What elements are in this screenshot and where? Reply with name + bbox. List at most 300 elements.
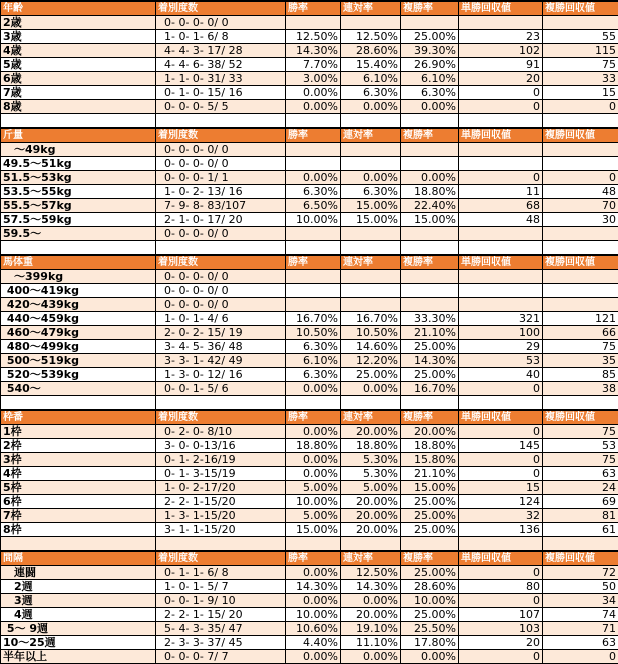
- row-value: 25.00%: [401, 566, 459, 580]
- row-value: 25.00%: [401, 495, 459, 509]
- row-value: 3.00%: [286, 72, 341, 86]
- row-value: 15.00%: [401, 213, 459, 227]
- row-value: 11.10%: [341, 636, 401, 650]
- row-value: 107: [459, 608, 543, 622]
- row-value: 70: [543, 199, 618, 213]
- row-value: 10.00%: [401, 594, 459, 608]
- row-value: 1- 0- 1- 5/ 7: [156, 580, 286, 594]
- table-row: [1, 326, 618, 340]
- empty-cell: [156, 537, 286, 552]
- row-value: 6.50%: [286, 199, 341, 213]
- row-value: 17.80%: [401, 636, 459, 650]
- empty-cell: [1, 396, 156, 411]
- row-label: 2歳: [1, 16, 156, 30]
- row-label: 2週: [1, 580, 156, 594]
- section-header: [1, 551, 618, 566]
- column-header: 着別度数: [156, 410, 286, 425]
- row-value: 14.30%: [341, 580, 401, 594]
- row-value: 28.60%: [341, 44, 401, 58]
- row-value: 102: [459, 44, 543, 58]
- empty-cell: [341, 114, 401, 129]
- row-value: 10.00%: [286, 213, 341, 227]
- row-value: 10.60%: [286, 622, 341, 636]
- section-title: 斤量: [1, 128, 156, 143]
- row-value: 40: [459, 368, 543, 382]
- row-label: 55.5～57kg: [1, 199, 156, 213]
- row-label: 3週: [1, 594, 156, 608]
- row-value: 0.00%: [341, 100, 401, 114]
- row-value: 0- 0- 0- 0/ 0: [156, 270, 286, 284]
- row-value: [459, 298, 543, 312]
- row-value: [286, 227, 341, 241]
- row-value: 7.70%: [286, 58, 341, 72]
- table-row: [1, 199, 618, 213]
- row-value: 2- 0- 2- 15/ 19: [156, 326, 286, 340]
- row-value: 30: [543, 213, 618, 227]
- row-label: 7歳: [1, 86, 156, 100]
- row-value: 20.00%: [341, 523, 401, 537]
- row-value: 28.60%: [401, 580, 459, 594]
- row-value: 10.00%: [286, 608, 341, 622]
- row-value: 25.00%: [401, 368, 459, 382]
- row-label: 59.5～: [1, 227, 156, 241]
- row-value: 15.40%: [341, 58, 401, 72]
- row-value: 0- 1- 2-16/19: [156, 453, 286, 467]
- row-value: 0- 1- 0- 15/ 16: [156, 86, 286, 100]
- row-value: 5.30%: [341, 453, 401, 467]
- row-label: 480～499kg: [1, 340, 156, 354]
- row-value: 6.10%: [286, 354, 341, 368]
- row-value: 55: [543, 30, 618, 44]
- row-value: 6.30%: [286, 185, 341, 199]
- row-value: [341, 157, 401, 171]
- row-value: 25.00%: [401, 509, 459, 523]
- row-label: 53.5～55kg: [1, 185, 156, 199]
- blank-row: [1, 537, 618, 552]
- row-value: 3- 3- 1- 42/ 49: [156, 354, 286, 368]
- row-value: [286, 298, 341, 312]
- row-value: 321: [459, 312, 543, 326]
- empty-cell: [286, 537, 341, 552]
- column-header: 単勝回収値: [459, 1, 543, 16]
- row-value: 0.00%: [341, 382, 401, 396]
- row-label: 420～439kg: [1, 298, 156, 312]
- row-value: 5- 4- 3- 35/ 47: [156, 622, 286, 636]
- row-value: 0- 2- 0- 8/10: [156, 425, 286, 439]
- row-value: [401, 227, 459, 241]
- row-value: 3- 0- 0-13/16: [156, 439, 286, 453]
- row-value: 69: [543, 495, 618, 509]
- row-value: 72: [543, 566, 618, 580]
- column-header: 単勝回収値: [459, 410, 543, 425]
- table-row: [1, 30, 618, 44]
- row-value: 0.00%: [286, 86, 341, 100]
- row-value: 15.00%: [341, 199, 401, 213]
- row-value: 0.00%: [401, 650, 459, 664]
- row-value: [459, 143, 543, 157]
- column-header: 勝率: [286, 551, 341, 566]
- row-value: 4.40%: [286, 636, 341, 650]
- row-value: 5.00%: [341, 481, 401, 495]
- table-row: [1, 72, 618, 86]
- empty-cell: [401, 537, 459, 552]
- row-value: 0- 0- 0- 0/ 0: [156, 284, 286, 298]
- section-header: [1, 255, 618, 270]
- row-value: 15: [459, 481, 543, 495]
- row-value: 3- 1- 1-15/20: [156, 523, 286, 537]
- row-value: [401, 16, 459, 30]
- row-value: 14.30%: [286, 44, 341, 58]
- row-value: 10.50%: [341, 326, 401, 340]
- column-header: 着別度数: [156, 128, 286, 143]
- row-value: 0: [459, 100, 543, 114]
- row-value: 6.10%: [341, 72, 401, 86]
- row-label: 5歳: [1, 58, 156, 72]
- row-label: 8歳: [1, 100, 156, 114]
- column-header: 複勝回収値: [543, 410, 618, 425]
- row-value: 0- 0- 0- 5/ 5: [156, 100, 286, 114]
- row-value: 66: [543, 326, 618, 340]
- table-row: [1, 340, 618, 354]
- row-value: 4- 4- 3- 17/ 28: [156, 44, 286, 58]
- row-value: 20.00%: [341, 509, 401, 523]
- row-value: [459, 284, 543, 298]
- row-value: 1- 0- 1- 6/ 8: [156, 30, 286, 44]
- section-title: 間隔: [1, 551, 156, 566]
- row-label: 10～25週: [1, 636, 156, 650]
- empty-cell: [341, 396, 401, 411]
- column-header: 連対率: [341, 1, 401, 16]
- row-value: 0- 0- 0- 1/ 1: [156, 171, 286, 185]
- row-label: 57.5～59kg: [1, 213, 156, 227]
- row-value: 2- 2- 1-15/20: [156, 495, 286, 509]
- column-header: 単勝回収値: [459, 551, 543, 566]
- table-row: [1, 495, 618, 509]
- row-value: 63: [543, 467, 618, 481]
- row-label: 540～: [1, 382, 156, 396]
- table-row: [1, 481, 618, 495]
- row-value: 0- 0- 0- 0/ 0: [156, 298, 286, 312]
- row-value: 16.70%: [401, 382, 459, 396]
- table-row: [1, 439, 618, 453]
- row-value: 15.00%: [341, 213, 401, 227]
- row-value: 0- 0- 0- 0/ 0: [156, 157, 286, 171]
- row-value: 0.00%: [401, 100, 459, 114]
- row-value: 91: [459, 58, 543, 72]
- section-title: 枠番: [1, 410, 156, 425]
- row-label: 3枠: [1, 453, 156, 467]
- row-label: 51.5～53kg: [1, 171, 156, 185]
- row-value: 61: [543, 523, 618, 537]
- row-value: 25.00%: [401, 608, 459, 622]
- row-label: 6歳: [1, 72, 156, 86]
- row-value: 18.80%: [286, 439, 341, 453]
- row-value: 0: [459, 650, 543, 664]
- row-value: [341, 16, 401, 30]
- table-row: [1, 86, 618, 100]
- row-value: 0: [543, 100, 618, 114]
- row-label: 520～539kg: [1, 368, 156, 382]
- empty-cell: [543, 537, 618, 552]
- column-header: 複勝回収値: [543, 551, 618, 566]
- row-value: 4- 4- 6- 38/ 52: [156, 58, 286, 72]
- row-value: 0.00%: [341, 171, 401, 185]
- row-value: [459, 157, 543, 171]
- blank-row: [1, 114, 618, 129]
- section-header: [1, 1, 618, 16]
- table-row: [1, 284, 618, 298]
- row-value: 29: [459, 340, 543, 354]
- table-row: [1, 636, 618, 650]
- row-label: 5枠: [1, 481, 156, 495]
- table-row: [1, 354, 618, 368]
- row-value: 53: [459, 354, 543, 368]
- row-value: 50: [543, 580, 618, 594]
- table-row: [1, 16, 618, 30]
- table-row: [1, 453, 618, 467]
- row-label: 460～479kg: [1, 326, 156, 340]
- row-value: 0.00%: [341, 594, 401, 608]
- row-value: 115: [543, 44, 618, 58]
- row-label: 400～419kg: [1, 284, 156, 298]
- row-label: 6枠: [1, 495, 156, 509]
- row-value: 1- 1- 0- 31/ 33: [156, 72, 286, 86]
- section-header: [1, 128, 618, 143]
- row-value: 14.30%: [286, 580, 341, 594]
- section-header: [1, 410, 618, 425]
- empty-cell: [401, 114, 459, 129]
- row-value: 2- 2- 1- 15/ 20: [156, 608, 286, 622]
- row-value: 33: [543, 72, 618, 86]
- row-value: 7- 9- 8- 83/107: [156, 199, 286, 213]
- row-value: [543, 157, 618, 171]
- row-value: 80: [459, 580, 543, 594]
- row-value: 0.00%: [286, 650, 341, 664]
- row-value: 15.00%: [401, 481, 459, 495]
- row-value: 26.90%: [401, 58, 459, 72]
- row-value: 85: [543, 368, 618, 382]
- table-row: [1, 509, 618, 523]
- row-value: 71: [543, 622, 618, 636]
- row-value: 0.00%: [286, 566, 341, 580]
- table-row: [1, 622, 618, 636]
- column-header: 着別度数: [156, 1, 286, 16]
- row-value: 38: [543, 382, 618, 396]
- row-value: [341, 270, 401, 284]
- row-value: [543, 284, 618, 298]
- row-value: 18.80%: [341, 439, 401, 453]
- row-label: 7枠: [1, 509, 156, 523]
- row-value: 12.20%: [341, 354, 401, 368]
- row-value: 15: [543, 86, 618, 100]
- empty-cell: [459, 537, 543, 552]
- row-value: 5.00%: [286, 509, 341, 523]
- row-value: 16.70%: [286, 312, 341, 326]
- row-label: 2枠: [1, 439, 156, 453]
- blank-row: [1, 241, 618, 256]
- column-header: 複勝率: [401, 255, 459, 270]
- row-value: 74: [543, 608, 618, 622]
- row-value: 25.00%: [401, 340, 459, 354]
- row-value: 0.00%: [341, 650, 401, 664]
- row-value: 0: [459, 566, 543, 580]
- row-value: 33.30%: [401, 312, 459, 326]
- row-value: 34: [543, 594, 618, 608]
- row-value: [341, 284, 401, 298]
- row-value: 1- 0- 2-17/20: [156, 481, 286, 495]
- row-value: 0- 0- 0- 7/ 7: [156, 650, 286, 664]
- row-value: 0: [459, 425, 543, 439]
- table-row: [1, 100, 618, 114]
- empty-cell: [459, 396, 543, 411]
- row-value: 25.00%: [341, 368, 401, 382]
- column-header: 単勝回収値: [459, 128, 543, 143]
- row-value: [543, 16, 618, 30]
- row-value: 0: [459, 594, 543, 608]
- column-header: 複勝回収値: [543, 1, 618, 16]
- column-header: 連対率: [341, 128, 401, 143]
- row-label: 4歳: [1, 44, 156, 58]
- row-value: 23: [459, 30, 543, 44]
- row-value: 0- 1- 3-15/19: [156, 467, 286, 481]
- row-label: 8枠: [1, 523, 156, 537]
- row-value: 2- 3- 3- 37/ 45: [156, 636, 286, 650]
- column-header: 勝率: [286, 410, 341, 425]
- row-label: 440～459kg: [1, 312, 156, 326]
- column-header: 連対率: [341, 551, 401, 566]
- row-value: 75: [543, 58, 618, 72]
- row-value: 10.50%: [286, 326, 341, 340]
- row-value: 0.00%: [286, 425, 341, 439]
- row-value: 18.80%: [401, 185, 459, 199]
- row-value: 0.00%: [286, 382, 341, 396]
- row-value: 0: [543, 171, 618, 185]
- column-header: 複勝回収値: [543, 255, 618, 270]
- row-value: 0- 0- 0- 0/ 0: [156, 143, 286, 157]
- table-row: [1, 44, 618, 58]
- row-value: 20: [459, 636, 543, 650]
- row-value: 20.00%: [401, 425, 459, 439]
- empty-cell: [286, 396, 341, 411]
- row-value: [543, 227, 618, 241]
- row-value: 39.30%: [401, 44, 459, 58]
- blank-row: [1, 396, 618, 411]
- row-value: 6.10%: [401, 72, 459, 86]
- row-value: 103: [459, 622, 543, 636]
- row-value: [286, 284, 341, 298]
- table-row: [1, 58, 618, 72]
- table-row: [1, 425, 618, 439]
- row-value: 48: [459, 213, 543, 227]
- row-label: 49.5～51kg: [1, 157, 156, 171]
- row-value: [401, 284, 459, 298]
- row-value: [401, 157, 459, 171]
- row-label: 連闘: [1, 566, 156, 580]
- row-value: 14.30%: [401, 354, 459, 368]
- row-value: 24: [543, 481, 618, 495]
- row-value: 20: [459, 72, 543, 86]
- row-value: 22.40%: [401, 199, 459, 213]
- empty-cell: [459, 241, 543, 256]
- table-row: [1, 594, 618, 608]
- row-label: 半年以上: [1, 650, 156, 664]
- table-row: [1, 523, 618, 537]
- table-row: [1, 608, 618, 622]
- row-value: 145: [459, 439, 543, 453]
- row-value: 19.10%: [341, 622, 401, 636]
- row-value: 21.10%: [401, 467, 459, 481]
- row-value: 0.00%: [401, 171, 459, 185]
- column-header: 連対率: [341, 255, 401, 270]
- row-value: [459, 227, 543, 241]
- row-value: 14.60%: [341, 340, 401, 354]
- column-header: 勝率: [286, 1, 341, 16]
- row-value: 12.50%: [286, 30, 341, 44]
- table-row: [1, 171, 618, 185]
- row-value: 5.30%: [341, 467, 401, 481]
- row-value: 12.50%: [341, 566, 401, 580]
- row-value: 0- 0- 1- 9/ 10: [156, 594, 286, 608]
- table-row: [1, 213, 618, 227]
- column-header: 単勝回収値: [459, 255, 543, 270]
- table-row: [1, 312, 618, 326]
- row-value: 0.00%: [286, 453, 341, 467]
- row-value: 15.00%: [286, 523, 341, 537]
- row-value: [286, 157, 341, 171]
- row-value: 6.30%: [341, 86, 401, 100]
- row-value: 20.00%: [341, 608, 401, 622]
- row-value: 1- 3- 1-15/20: [156, 509, 286, 523]
- column-header: 複勝回収値: [543, 128, 618, 143]
- row-value: 35: [543, 354, 618, 368]
- empty-cell: [543, 396, 618, 411]
- row-value: 136: [459, 523, 543, 537]
- row-value: 6.30%: [286, 340, 341, 354]
- section-title: 年齢: [1, 1, 156, 16]
- row-value: 0.00%: [286, 594, 341, 608]
- row-value: 75: [543, 340, 618, 354]
- row-value: 6.30%: [401, 86, 459, 100]
- row-value: 48: [543, 185, 618, 199]
- row-value: 11: [459, 185, 543, 199]
- row-value: 25.00%: [401, 30, 459, 44]
- empty-cell: [543, 114, 618, 129]
- row-value: 2- 1- 0- 17/ 20: [156, 213, 286, 227]
- row-value: [401, 270, 459, 284]
- row-value: [543, 270, 618, 284]
- row-value: 15.80%: [401, 453, 459, 467]
- row-value: 0.00%: [286, 171, 341, 185]
- row-label: 4枠: [1, 467, 156, 481]
- row-value: [459, 270, 543, 284]
- column-header: 勝率: [286, 128, 341, 143]
- table-row: [1, 580, 618, 594]
- empty-cell: [156, 241, 286, 256]
- row-value: [401, 143, 459, 157]
- table-row: [1, 382, 618, 396]
- row-value: [401, 298, 459, 312]
- row-value: 63: [543, 636, 618, 650]
- row-value: 18.80%: [401, 439, 459, 453]
- row-value: 1- 0- 1- 4/ 6: [156, 312, 286, 326]
- row-value: 0: [459, 382, 543, 396]
- column-header: 着別度数: [156, 255, 286, 270]
- row-value: 16.70%: [341, 312, 401, 326]
- row-value: 32: [459, 509, 543, 523]
- row-label: 500～519kg: [1, 354, 156, 368]
- column-header: 複勝率: [401, 551, 459, 566]
- row-value: 0: [459, 171, 543, 185]
